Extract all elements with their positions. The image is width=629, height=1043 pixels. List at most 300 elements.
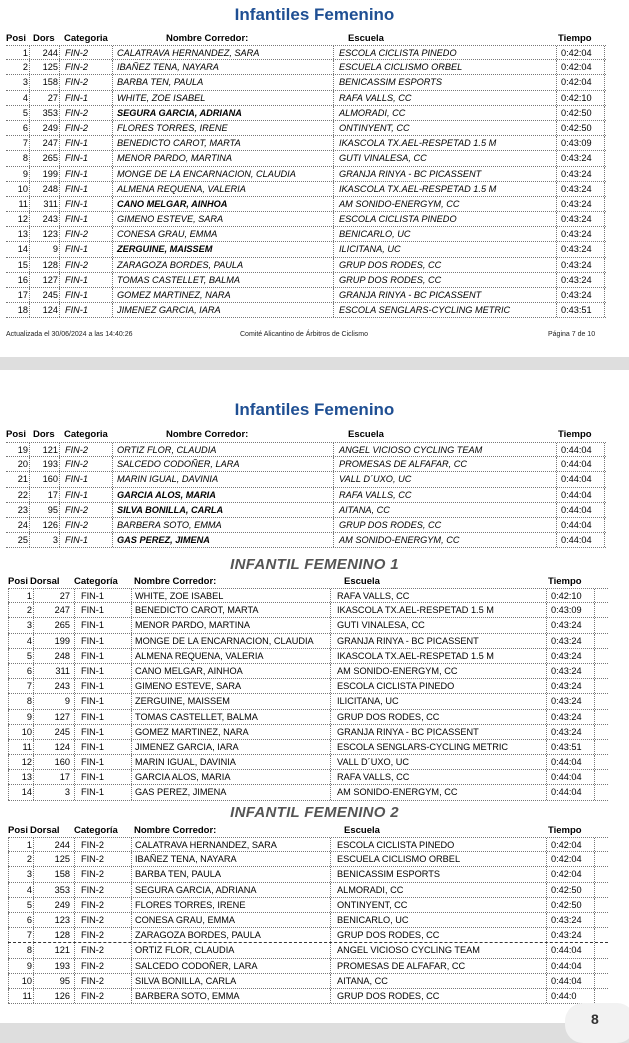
cell-name: GAS PEREZ, JIMENA [135,787,227,798]
cell-time: 0:43:24 [561,153,592,164]
cell-name: IBAÑEZ TENA, NAYARA [117,62,219,73]
cell-name: TOMAS CASTELLET, BALMA [135,711,258,722]
table-row [6,75,606,90]
cell-time: 0:43:24 [561,229,592,240]
cell-dors: 121 [54,945,70,956]
table-row [6,303,606,318]
cell-dors: 124 [54,741,70,752]
cell-pos: 1 [26,591,32,601]
cell-name: GOMEZ MARTINEZ, NARA [135,726,249,737]
cell-pos: 7 [22,138,28,149]
cell-time: 0:42:04 [551,869,582,880]
table-row [6,457,606,472]
cell-pos: 2 [26,854,32,865]
cell-pos: 25 [17,535,28,546]
footer-committee: Comité Alicantino de Árbitros de Ciclismo [240,331,368,338]
cell-cat: FIN-1 [65,153,88,164]
table-row [6,227,606,242]
cell-cat: FIN-2 [65,229,88,240]
cell-pos: 10 [17,183,28,194]
table-row [8,634,608,649]
cell-name: GIMENO ESTEVE, SARA [117,214,224,225]
cell-pos: 13 [21,772,32,783]
cell-pos: 23 [17,504,28,515]
cell-time: 0:42:04 [551,840,582,850]
table-row [6,488,606,503]
table-row [8,928,608,943]
cell-cat: FIN-1 [81,591,104,601]
cell-name: GARCIA ALOS, MARIA [117,489,216,500]
cell-dors: 353 [42,107,58,118]
cell-school: PROMESAS DE ALFAFAR, CC [339,459,467,470]
cell-dors: 249 [42,122,58,133]
table-row [8,588,608,603]
cell-school: IKASCOLA TX.AEL-RESPETAD 1.5 M [339,138,497,149]
table-row [6,136,606,151]
cell-time: 0:43:24 [551,635,582,646]
cell-pos: 12 [17,214,28,225]
cell-dors: 158 [54,869,70,880]
cell-name: MONGE DE LA ENCARNACION, CLAUDIA [117,168,296,179]
cell-name: FLORES TORRES, IRENE [117,122,228,133]
cell-school: AM SONIDO-ENERGYM, CC [339,198,460,209]
cell-time: 0:42:10 [561,92,592,103]
cell-dors: 9 [64,696,70,707]
cell-name: MONGE DE LA ENCARNACION, CLAUDIA [135,635,314,646]
cell-pos: 9 [26,711,32,722]
cell-school: AM SONIDO-ENERGYM, CC [337,665,458,676]
cell-pos: 3 [22,77,28,88]
cell-school: ILICITANA, UC [337,696,399,707]
cell-pos: 16 [17,274,28,285]
cell-cat: FIN-1 [81,741,104,752]
cell-name: SILVA BONILLA, CARLA [117,504,224,515]
cell-time: 0:43:09 [561,138,592,149]
footer-updated: Actualizada el 30/06/2024 a las 14:40:26 [6,331,133,338]
cell-school: ANGEL VICIOSO CYCLING TEAM [337,945,480,956]
cell-cat: FIN-1 [65,535,88,546]
cell-dors: 9 [52,244,58,255]
cell-time: 0:42:10 [551,591,582,601]
cell-school: GRANJA RINYA - BC PICASSENT [337,726,479,737]
cell-cat: FIN-2 [81,945,104,956]
cell-time: 0:43:24 [561,183,592,194]
cell-school: RAFA VALLS, CC [339,489,412,500]
cell-school: PROMESAS DE ALFAFAR, CC [337,960,466,971]
cell-pos: 7 [26,681,32,692]
cell-name: WHITE, ZOE ISABEL [135,591,224,601]
cell-dors: 248 [42,183,58,194]
cell-dors: 125 [54,854,70,865]
cell-pos: 21 [17,474,28,485]
table-row [8,664,608,679]
cell-time: 0:43:09 [551,605,582,616]
category-title: INFANTIL FEMENINO 2 [230,804,399,821]
cell-school: ALMORADI, CC [339,107,406,118]
table-row [8,603,608,618]
cell-time: 0:44:04 [551,787,582,798]
cell-name: JIMENEZ GARCIA, IARA [135,741,239,752]
table-row [6,288,606,303]
cell-name: JIMENEZ GARCIA, IARA [117,305,221,316]
table-row [8,785,608,800]
cell-cat: FIN-2 [81,990,104,1001]
cell-cat: FIN-1 [65,305,88,316]
cell-dors: 265 [42,153,58,164]
table-header: Posi Dors Categoria Nombre Corredor: Escuela Tiempo [6,33,592,44]
cell-cat: FIN-2 [81,869,104,880]
cell-time: 0:44:04 [561,489,592,500]
cell-time: 0:43:51 [551,741,582,752]
cell-pos: 6 [26,914,32,925]
cell-time: 0:44:04 [551,975,582,986]
table-row [8,974,608,989]
cell-name: ALMENA REQUENA, VALERIA [117,183,246,194]
cell-pos: 6 [22,122,28,133]
cell-pos: 9 [22,168,28,179]
cell-cat: FIN-1 [65,92,88,103]
cell-time: 0:42:04 [561,62,592,73]
cell-name: GARCIA ALOS, MARIA [135,772,231,783]
cell-dors: 193 [54,960,70,971]
cell-name: BENEDICTO CAROT, MARTA [135,605,259,616]
category-table [8,837,608,1004]
cell-dors: 121 [42,445,58,455]
cell-name: ZERGUINE, MAISSEM [117,244,213,255]
cell-cat: FIN-1 [81,665,104,676]
cell-school: GRANJA RINYA - BC PICASSENT [337,635,479,646]
cell-pos: 8 [22,153,28,164]
table-row [6,182,606,197]
cell-dors: 95 [47,504,58,515]
table-row [6,212,606,227]
cell-time: 0:43:24 [561,198,592,209]
cell-dors: 247 [42,138,58,149]
cell-pos: 24 [17,519,28,530]
cell-time: 0:44:04 [561,519,592,530]
cell-pos: 11 [22,990,32,1001]
cell-school: ILICITANA, UC [339,244,401,255]
cell-school: BENICASSIM ESPORTS [339,77,442,88]
table-row [8,770,608,785]
cell-name: IBAÑEZ TENA, NAYARA [135,854,237,865]
cell-school: GRUP DOS RODES, CC [339,259,442,270]
cell-time: 0:42:04 [561,77,592,88]
cell-school: ONTINYENT, CC [337,899,408,910]
cell-time: 0:44:04 [551,772,582,783]
cell-pos: 9 [26,960,32,971]
cell-time: 0:43:24 [551,665,582,676]
cell-cat: FIN-2 [65,77,88,88]
cell-school: GUTI VINALESA, CC [337,620,425,631]
table-header: Posi Dorsal Categoría Nombre Corredor: Escuela Tiempo [8,576,582,587]
page-title: Infantiles Femenino [234,5,395,24]
cell-time: 0:43:24 [551,930,582,941]
table-row [6,258,606,273]
cell-pos: 5 [22,107,28,118]
cell-school: BENICARLO, UC [339,229,411,240]
cell-pos: 5 [26,650,32,661]
cell-time: 0:43:24 [561,214,592,225]
cell-time: 0:43:24 [551,914,582,925]
page-title: Infantiles Femenino [234,400,395,419]
cell-dors: 244 [42,48,58,58]
cell-time: 0:43:24 [561,274,592,285]
cell-school: ESCUELA CICLISMO ORBEL [337,854,461,865]
cell-dors: 126 [54,990,70,1001]
cell-pos: 17 [17,290,28,300]
cell-dors: 199 [54,635,70,646]
cell-cat: FIN-2 [65,504,88,515]
cell-time: 0:44:04 [551,945,582,956]
cell-pos: 1 [26,840,32,850]
results-table [6,442,606,548]
cell-name: BENEDICTO CAROT, MARTA [117,138,241,149]
cell-school: BENICASSIM ESPORTS [337,869,440,880]
cell-cat: FIN-1 [65,474,88,485]
cell-cat: FIN-1 [81,650,104,661]
cell-dors: 27 [59,591,70,601]
cell-cat: FIN-2 [81,914,104,925]
table-header: Posi Dors Categoria Nombre Corredor: Escuela Tiempo [6,429,592,440]
cell-cat: FIN-1 [65,183,88,194]
cell-school: IKASCOLA TX.AEL-RESPETAD 1.5 M [339,183,497,194]
cell-school: ESCOLA SENGLARS-CYCLING METRIC [339,305,511,316]
cell-time: 0:43:24 [561,259,592,270]
cell-school: ONTINYENT, CC [339,122,410,133]
cell-school: GRUP DOS RODES, CC [339,274,442,285]
cell-school: AM SONIDO-ENERGYM, CC [337,787,458,798]
cell-name: ZARAGOZA BORDES, PAULA [135,930,261,941]
cell-school: AITANA, CC [337,975,388,986]
cell-cat: FIN-2 [81,854,104,865]
cell-time: 0:43:24 [561,244,592,255]
table-row [6,273,606,288]
cell-name: BARBA TEN, PAULA [135,869,221,880]
category-title: INFANTIL FEMENINO 1 [230,556,399,573]
cell-dors: 193 [42,459,58,470]
cell-cat: FIN-2 [81,930,104,941]
cell-school: ESCOLA CICLISTA PINEDO [339,214,457,225]
table-row [8,943,608,958]
cell-school: ESCOLA SENGLARS-CYCLING METRIC [337,741,509,752]
table-row [6,60,606,75]
cell-name: ORTIZ FLOR, CLAUDIA [135,945,235,956]
cell-pos: 15 [17,259,28,270]
table-row [6,533,606,548]
cell-time: 0:44:04 [561,535,592,546]
cell-pos: 3 [26,869,32,880]
cell-time: 0:44:04 [561,504,592,515]
cell-dors: 3 [52,535,58,546]
cell-name: CANO MELGAR, AINHOA [135,665,243,676]
cell-name: SILVA BONILLA, CARLA [135,975,237,986]
cell-dors: 245 [42,290,58,300]
cell-pos: 3 [26,620,32,631]
cell-cat: FIN-1 [65,168,88,179]
cell-name: BARBA TEN, PAULA [117,77,204,88]
cell-name: CONESA GRAU, EMMA [117,229,218,240]
cell-dors: 126 [42,519,58,530]
cell-time: 0:44:04 [551,757,582,768]
cell-cat: FIN-2 [65,62,88,73]
cell-name: BARBERA SOTO, EMMA [117,519,222,530]
cell-school: RAFA VALLS, CC [339,92,412,103]
cell-time: 0:43:24 [561,290,592,300]
cell-dors: 244 [54,840,70,850]
table-row [6,45,606,60]
cell-pos: 8 [26,945,32,956]
cell-cat: FIN-1 [65,214,88,225]
cell-dors: 245 [54,726,70,737]
cell-cat: FIN-1 [81,620,104,631]
cell-school: RAFA VALLS, CC [337,591,410,601]
cell-dors: 123 [42,229,58,240]
table-row [6,106,606,121]
cell-cat: FIN-1 [81,681,104,692]
cell-cat: FIN-1 [65,489,88,500]
cell-dors: 95 [59,975,70,986]
table-row [6,197,606,212]
cell-time: 0:44:04 [561,459,592,470]
cell-cat: FIN-2 [65,107,88,118]
cell-pos: 4 [26,884,32,895]
cell-pos: 20 [17,459,28,470]
cell-cat: FIN-2 [65,122,88,133]
cell-time: 0:43:24 [551,711,582,722]
cell-time: 0:43:24 [551,620,582,631]
cell-name: MENOR PARDO, MARTINA [117,153,233,164]
cell-pos: 18 [17,305,28,316]
cell-dors: 125 [42,62,58,73]
cell-pos: 14 [17,244,28,255]
cell-pos: 13 [17,229,28,240]
results-page-8 [0,370,629,1023]
table-row [8,852,608,867]
cell-pos: 22 [17,489,28,500]
cell-time: 0:43:24 [551,696,582,707]
table-row [8,959,608,974]
table-row [8,649,608,664]
table-row [8,694,608,709]
cell-dors: 127 [54,711,70,722]
cell-dors: 353 [54,884,70,895]
cell-dors: 158 [42,77,58,88]
cell-time: 0:43:51 [561,305,592,316]
cell-school: ESCUELA CICLISMO ORBEL [339,62,463,73]
cell-school: ESCOLA CICLISTA PINEDO [337,681,455,692]
category-table [8,588,608,801]
table-row [8,989,608,1004]
results-table [6,45,606,318]
cell-cat: FIN-1 [81,726,104,737]
cell-dors: 247 [54,605,70,616]
cell-dors: 248 [54,650,70,661]
cell-name: GIMENO ESTEVE, SARA [135,681,242,692]
cell-dors: 311 [43,198,58,209]
table-row [8,710,608,725]
table-header: Posi Dorsal Categoría Nombre Corredor: Escuela Tiempo [8,825,582,836]
cell-pos: 14 [21,787,32,798]
cell-name: ORTIZ FLOR, CLAUDIA [117,445,217,455]
cell-dors: 265 [54,620,70,631]
cell-dors: 249 [54,899,70,910]
cell-dors: 3 [64,787,70,798]
cell-cat: FIN-1 [65,138,88,149]
cell-pos: 10 [21,726,32,737]
cell-time: 0:43:24 [551,681,582,692]
cell-time: 0:43:24 [551,650,582,661]
cell-school: VALL D´UXO, UC [339,474,412,485]
cell-school: GRUP DOS RODES, CC [337,930,440,941]
cell-cat: FIN-2 [65,259,88,270]
cell-name: GAS PEREZ, JIMENA [117,535,210,546]
table-row [8,898,608,913]
cell-time: 0:42:50 [561,107,592,118]
cell-pos: 10 [21,975,32,986]
cell-cat: FIN-1 [81,696,104,707]
cell-dors: 128 [42,259,58,270]
cell-cat: FIN-2 [65,445,88,455]
cell-cat: FIN-2 [65,519,88,530]
cell-pos: 12 [21,757,32,768]
page-badge: 8 [565,1003,629,1043]
cell-pos: 4 [22,92,28,103]
cell-school: GRANJA RINYA - BC PICASSENT [339,290,482,300]
cell-dors: 160 [42,474,58,485]
cell-cat: FIN-1 [81,635,104,646]
cell-name: MARIN IGUAL, DAVINIA [117,474,219,485]
cell-dors: 243 [54,681,70,692]
cell-time: 0:42:04 [561,48,592,58]
cell-cat: FIN-1 [81,772,104,783]
cell-pos: 11 [18,198,28,209]
table-row [6,167,606,182]
table-row [6,442,606,457]
table-row [8,883,608,898]
cell-dors: 17 [59,772,70,783]
cell-name: CONESA GRAU, EMMA [135,914,236,925]
table-row [8,740,608,755]
cell-pos: 7 [26,930,32,941]
cell-name: CALATRAVA HERNANDEZ, SARA [135,840,277,850]
table-row [6,151,606,166]
cell-name: SEGURA GARCIA, ADRIANA [135,884,257,895]
cell-cat: FIN-2 [81,899,104,910]
cell-school: GRUP DOS RODES, CC [337,711,440,722]
table-row [8,679,608,694]
cell-dors: 128 [54,930,70,941]
cell-name: SEGURA GARCIA, ADRIANA [117,107,242,118]
cell-pos: 2 [26,605,32,616]
cell-name: ZARAGOZA BORDES, PAULA [117,259,244,270]
table-row [8,867,608,882]
cell-name: TOMAS CASTELLET, BALMA [117,274,241,285]
table-row [8,725,608,740]
cell-school: GRUP DOS RODES, CC [339,519,442,530]
cell-school: IKASCOLA TX.AEL-RESPETAD 1.5 M [337,650,494,661]
cell-school: GRANJA RINYA - BC PICASSENT [339,168,482,179]
cell-cat: FIN-2 [65,459,88,470]
cell-time: 0:42:50 [551,884,582,895]
table-row [6,91,606,106]
cell-pos: 11 [22,741,32,752]
cell-name: MARIN IGUAL, DAVINIA [135,757,236,768]
cell-school: AM SONIDO-ENERGYM, CC [339,535,460,546]
cell-pos: 1 [22,48,28,58]
cell-cat: FIN-1 [81,605,104,616]
cell-pos: 6 [26,665,32,676]
